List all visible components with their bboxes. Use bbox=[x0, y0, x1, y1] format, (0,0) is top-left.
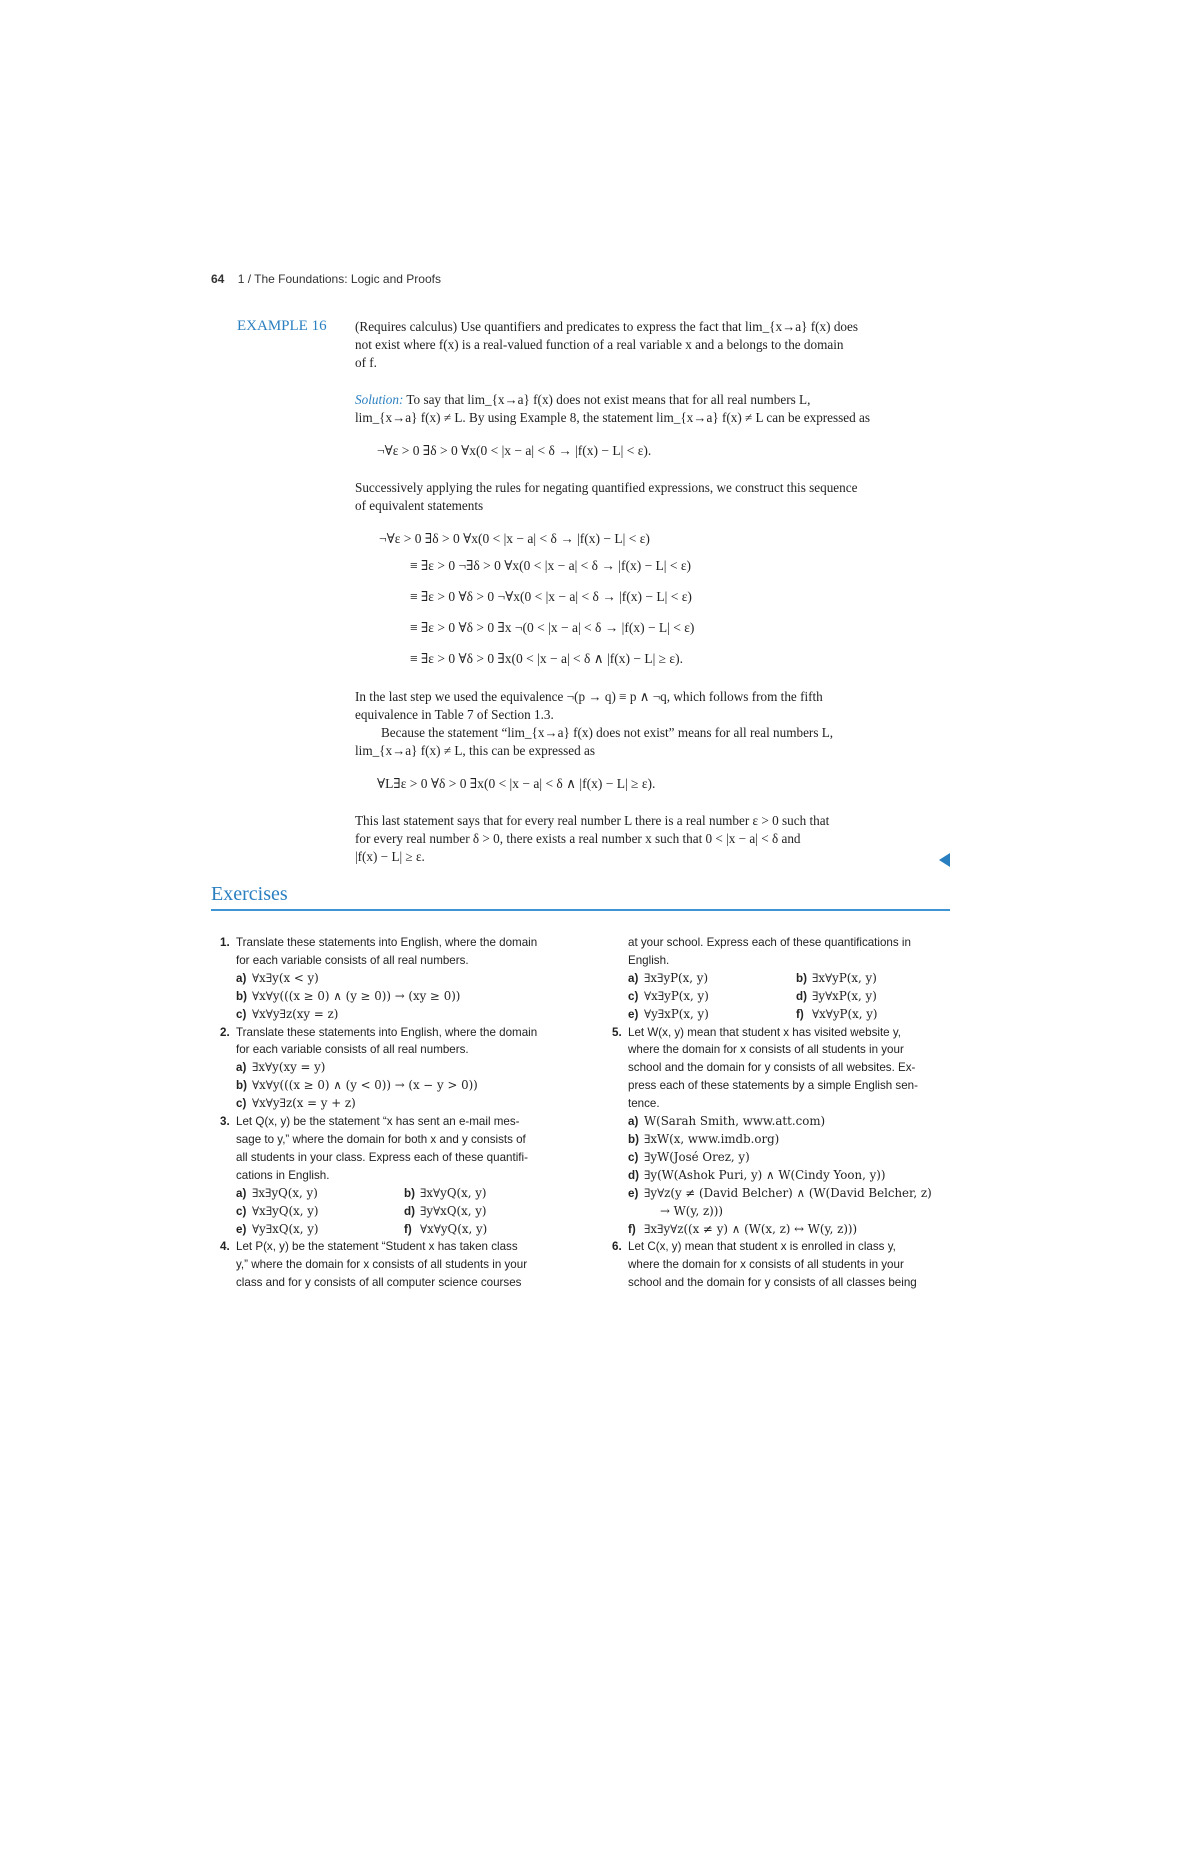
exercise-number: 5. bbox=[612, 1025, 622, 1039]
running-title: 1 / The Foundations: Logic and Proofs bbox=[237, 272, 441, 286]
sub-item bbox=[628, 1131, 964, 1149]
exercise-line: at your school. Express each of these quantifications in bbox=[628, 936, 911, 949]
exercise-line: Translate these statements into English, where the domain bbox=[236, 936, 538, 949]
paragraph-line: In the last step we used the equivalence ¬(p → q) ≡ p ∧ ¬q, which follows from the fifth bbox=[355, 689, 823, 704]
paragraph-line: of equivalent statements bbox=[355, 498, 484, 513]
exercise-line: sage to y,” where the domain for both x and y consists of bbox=[236, 1132, 526, 1146]
equivalence-step: ≡ ∃ε > 0 ¬∃δ > 0 ∀x(0 < |x − a| < δ → |f(x) − L| < ε) bbox=[410, 558, 692, 573]
sub-formula: → W(y, z))) bbox=[660, 1203, 723, 1218]
sub-item bbox=[236, 970, 572, 988]
sub-letter: c) bbox=[628, 1150, 639, 1164]
sub-letter: c) bbox=[236, 1007, 247, 1021]
page-number: 64 bbox=[211, 272, 225, 286]
sub-item bbox=[236, 1059, 572, 1077]
exercise-item-continued bbox=[612, 934, 964, 1024]
example-statement bbox=[355, 318, 950, 372]
sub-item bbox=[236, 1077, 572, 1095]
sub-item-continued bbox=[628, 1203, 964, 1221]
paragraph-line: for every real number δ > 0, there exists a real number x such that 0 < |x − a| < δ and bbox=[355, 831, 801, 846]
paragraph-line: lim_{x→a} f(x) ≠ L, this can be expressed as bbox=[355, 743, 595, 758]
exercise-line: Let P(x, y) be the statement “Student x has taken class bbox=[236, 1240, 518, 1254]
exercise-line: for each variable consists of all real numbers. bbox=[236, 953, 469, 967]
exercise-item bbox=[220, 1024, 572, 1114]
sub-formula: W(Sarah Smith, www.att.com) bbox=[644, 1114, 826, 1129]
equivalence-step: ≡ ∃ε > 0 ∀δ > 0 ¬∀x(0 < |x − a| < δ → |f(x) − L| < ε) bbox=[410, 589, 692, 604]
running-head bbox=[211, 272, 441, 286]
sub-item bbox=[628, 1113, 964, 1131]
sub-formula: ∃x∃y∀z((x ≠ y) ∧ (W(x, z) ↔ W(y, z))) bbox=[644, 1221, 858, 1236]
equivalence-step: ¬∀ε > 0 ∃δ > 0 ∀x(0 < |x − a| < δ → |f(x) − L| < ε) bbox=[379, 531, 650, 546]
sub-formula: ∃x∀yP(x, y) bbox=[812, 970, 877, 985]
exercise-line: Translate these statements into English, where the domain bbox=[236, 1025, 538, 1039]
paragraph-line: This last statement says that for every real number L there is a real number ε > 0 such that bbox=[355, 813, 830, 828]
exercise-line: school and the domain for y consists of all classes being bbox=[628, 1276, 917, 1290]
sub-item-pair bbox=[628, 988, 964, 1006]
sub-letter: d) bbox=[404, 1204, 415, 1218]
exercise-line: for each variable consists of all real numbers. bbox=[236, 1043, 469, 1057]
sub-item-pair bbox=[236, 1221, 572, 1239]
exercises-right-column bbox=[612, 934, 964, 1292]
exercise-line: where the domain for x consists of all students in your bbox=[628, 1258, 904, 1272]
sub-letter: f) bbox=[404, 1222, 412, 1236]
exercise-number: 4. bbox=[220, 1240, 230, 1254]
sub-formula: ∀x∃yQ(x, y) bbox=[252, 1203, 319, 1218]
sub-letter: b) bbox=[628, 1132, 639, 1146]
exercise-line: where the domain for x consists of all students in your bbox=[628, 1043, 904, 1057]
sub-formula: ∀y∃xQ(x, y) bbox=[252, 1221, 319, 1236]
sub-letter: a) bbox=[236, 971, 247, 985]
exercise-line: Let W(x, y) mean that student x has visited website y, bbox=[628, 1025, 901, 1039]
solution-line: To say that lim_{x→a} f(x) does not exist means that for all real numbers L, bbox=[406, 392, 811, 407]
sub-item bbox=[628, 1185, 964, 1203]
sub-item bbox=[628, 1221, 964, 1239]
sub-formula: ∃y∀xP(x, y) bbox=[812, 988, 877, 1003]
sub-letter: a) bbox=[628, 971, 639, 985]
sub-formula: ∃x∃yP(x, y) bbox=[644, 970, 709, 985]
sub-formula: ∀x∀yQ(x, y) bbox=[420, 1221, 488, 1236]
exercise-line: all students in your class. Express each of these quantifi- bbox=[236, 1150, 528, 1164]
sub-item-pair bbox=[628, 970, 964, 988]
sub-item bbox=[628, 1167, 964, 1185]
exercise-item bbox=[220, 934, 572, 1024]
sub-formula: ∃yW(José Orez, y) bbox=[644, 1149, 750, 1164]
sub-item-pair bbox=[236, 1203, 572, 1221]
sub-formula: ∃y(W(Ashok Puri, y) ∧ W(Cindy Yoon, y)) bbox=[644, 1167, 886, 1182]
sub-formula: ∃x∃yQ(x, y) bbox=[252, 1185, 318, 1200]
sub-letter: c) bbox=[236, 1097, 247, 1111]
sub-letter: f) bbox=[796, 1007, 804, 1021]
exercise-line: tence. bbox=[628, 1097, 660, 1111]
exercise-item bbox=[612, 1024, 964, 1239]
statement-line: of f. bbox=[355, 355, 377, 370]
sub-letter: c) bbox=[628, 989, 639, 1003]
sub-letter: b) bbox=[236, 1079, 247, 1093]
sub-item-pair bbox=[236, 1185, 572, 1203]
exercise-item bbox=[220, 1113, 572, 1238]
sub-item bbox=[236, 988, 572, 1006]
exercises-left-column bbox=[220, 934, 572, 1292]
paragraph-negation bbox=[355, 479, 950, 515]
exercise-line: press each of these statements by a simple English sen- bbox=[628, 1079, 918, 1093]
sub-letter: b) bbox=[404, 1186, 415, 1200]
paragraph-line: equivalence in Table 7 of Section 1.3. bbox=[355, 707, 554, 722]
sub-letter: c) bbox=[236, 1204, 247, 1218]
sub-letter: e) bbox=[236, 1222, 247, 1236]
exercise-line: Let Q(x, y) be the statement “x has sent an e-mail mes- bbox=[236, 1115, 520, 1129]
paragraph-conclusion bbox=[355, 812, 950, 866]
sub-formula: ∀x∃yP(x, y) bbox=[644, 988, 709, 1003]
exercise-item bbox=[612, 1238, 964, 1292]
exercise-number: 1. bbox=[220, 936, 230, 949]
sub-letter: a) bbox=[236, 1061, 247, 1075]
sub-formula: ∃x∀y(xy = y) bbox=[252, 1060, 326, 1075]
sub-formula: ∃y∀z(y ≠ (David Belcher) ∧ (W(David Belcher, z) bbox=[644, 1185, 932, 1200]
end-of-example-marker-icon bbox=[939, 853, 950, 867]
sub-item bbox=[236, 1095, 572, 1113]
sub-formula: ∀x∃y(x < y) bbox=[252, 970, 319, 985]
paragraph-last-step bbox=[355, 688, 950, 760]
sub-formula: ∀x∀yP(x, y) bbox=[812, 1006, 878, 1021]
paragraph-line: Because the statement “lim_{x→a} f(x) does not exist” means for all real numbers L, bbox=[381, 725, 834, 740]
sub-letter: d) bbox=[796, 989, 807, 1003]
sub-formula: ∃y∀xQ(x, y) bbox=[420, 1203, 487, 1218]
sub-formula: ∀y∃xP(x, y) bbox=[644, 1006, 709, 1021]
equivalence-step: ≡ ∃ε > 0 ∀δ > 0 ∃x ¬(0 < |x − a| < δ → |f(x) − L| < ε) bbox=[410, 620, 695, 635]
solution-paragraph bbox=[355, 391, 950, 427]
exercise-line: y,” where the domain for x consists of all students in your bbox=[236, 1258, 528, 1272]
sub-letter: e) bbox=[628, 1186, 639, 1200]
sub-item bbox=[236, 1006, 572, 1024]
sub-formula: ∀x∀y∃z(xy = z) bbox=[252, 1006, 339, 1021]
exercise-item bbox=[220, 1238, 572, 1292]
exercise-number: 2. bbox=[220, 1025, 230, 1039]
sub-letter: b) bbox=[796, 971, 807, 985]
exercise-line: Let C(x, y) mean that student x is enrolled in class y, bbox=[628, 1240, 896, 1254]
display-equation-2: ∀L∃ε > 0 ∀δ > 0 ∃x(0 < |x − a| < δ ∧ |f(x) − L| ≥ ε). bbox=[377, 776, 656, 791]
exercises-rule bbox=[211, 909, 950, 911]
solution-label: Solution: bbox=[355, 392, 404, 407]
sub-letter: a) bbox=[628, 1115, 639, 1129]
sub-item bbox=[628, 1149, 964, 1167]
exercise-line: class and for y consists of all computer science courses bbox=[236, 1276, 522, 1290]
exercise-line: cations in English. bbox=[236, 1168, 330, 1182]
sub-formula: ∃x∀yQ(x, y) bbox=[420, 1185, 487, 1200]
solution-line: lim_{x→a} f(x) ≠ L. By using Example 8, the statement lim_{x→a} f(x) ≠ L can be expressed as bbox=[355, 410, 871, 425]
exercise-number: 3. bbox=[220, 1115, 230, 1129]
paragraph-line: Successively applying the rules for negating quantified expressions, we construct this sequence bbox=[355, 480, 858, 495]
sub-formula: ∀x∀y(((x ≥ 0) ∧ (y < 0)) → (x − y > 0)) bbox=[252, 1078, 478, 1093]
example-label: EXAMPLE 16 bbox=[237, 318, 327, 334]
sub-letter: d) bbox=[628, 1168, 639, 1182]
display-equation-1: ¬∀ε > 0 ∃δ > 0 ∀x(0 < |x − a| < δ → |f(x) − L| < ε). bbox=[377, 443, 652, 458]
sub-formula: ∀x∀y(((x ≥ 0) ∧ (y ≥ 0)) → (xy ≥ 0)) bbox=[252, 988, 461, 1003]
paragraph-line: |f(x) − L| ≥ ε. bbox=[355, 849, 425, 864]
sub-letter: a) bbox=[236, 1186, 247, 1200]
equivalence-step: ≡ ∃ε > 0 ∀δ > 0 ∃x(0 < |x − a| < δ ∧ |f(x) − L| ≥ ε). bbox=[410, 651, 683, 666]
exercise-line: school and the domain for y consists of all websites. Ex- bbox=[628, 1061, 916, 1075]
sub-letter: b) bbox=[236, 989, 247, 1003]
sub-formula: ∃xW(x, www.imdb.org) bbox=[644, 1131, 780, 1146]
exercise-line: English. bbox=[628, 953, 670, 967]
statement-line: not exist where f(x) is a real-valued function of a real variable x and a belongs to the domain bbox=[355, 337, 844, 352]
sub-item-pair bbox=[628, 1006, 964, 1024]
sub-letter: e) bbox=[628, 1007, 639, 1021]
exercise-number: 6. bbox=[612, 1240, 622, 1254]
sub-formula: ∀x∀y∃z(x = y + z) bbox=[252, 1096, 356, 1111]
exercises-heading: Exercises bbox=[211, 883, 288, 905]
statement-line: (Requires calculus) Use quantifiers and predicates to express the fact that lim_{x→a} f(x) does bbox=[355, 319, 858, 334]
sub-letter: f) bbox=[628, 1222, 636, 1236]
